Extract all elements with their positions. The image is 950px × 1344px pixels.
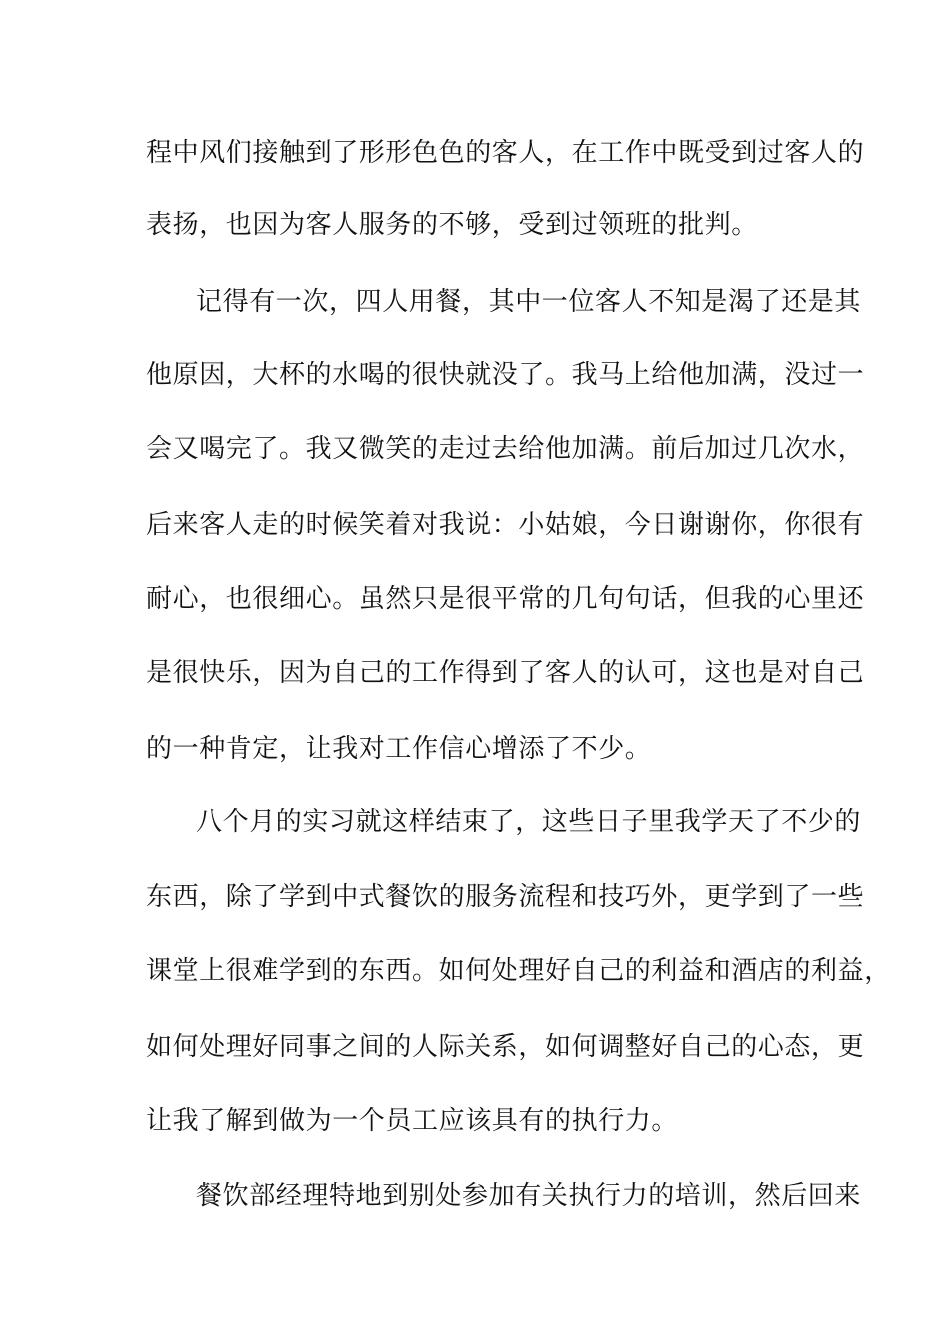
text-line: 东西，除了学到中式餐饮的服务流程和技巧外，更学到了一些 <box>146 882 865 912</box>
text-line: 表扬，也因为客人服务的不够，受到过领班的批判。 <box>146 210 758 240</box>
text-line: 耐心，也很细心。虽然只是很平常的几句句话，但我的心里还 <box>146 584 865 614</box>
paragraph-start-line: 记得有一次，四人用餐，其中一位客人不知是渴了还是其 <box>196 287 862 317</box>
text-line: 让我了解到做为一个员工应该具有的执行力。 <box>146 1106 679 1136</box>
text-line: 他原因，大杯的水喝的很快就没了。我马上给他加满，没过一 <box>146 360 865 390</box>
paragraph-start-line: 餐饮部经理特地到别处参加有关执行力的培训，然后回来 <box>196 1181 862 1211</box>
text-line: 程中风们接触到了形形色色的客人，在工作中既受到过客人的 <box>146 138 865 168</box>
text-line: 课堂上很难学到的东西。如何处理好自己的利益和酒店的利益， <box>146 956 891 986</box>
text-line: 是很快乐，因为自己的工作得到了客人的认可，这也是对自己 <box>146 658 865 688</box>
text-line: 后来客人走的时候笑着对我说：小姑娘，今日谢谢你，你很有 <box>146 510 865 540</box>
text-line: 如何处理好同事之间的人际关系，如何调整好自己的心态，更 <box>146 1032 865 1062</box>
text-line: 的一种肯定，让我对工作信心增添了不少。 <box>146 734 652 764</box>
paragraph-start-line: 八个月的实习就这样结束了，这些日子里我学天了不少的 <box>196 807 862 837</box>
text-line: 会又喝完了。我又微笑的走过去给他加满。前后加过几次水， <box>146 434 865 464</box>
